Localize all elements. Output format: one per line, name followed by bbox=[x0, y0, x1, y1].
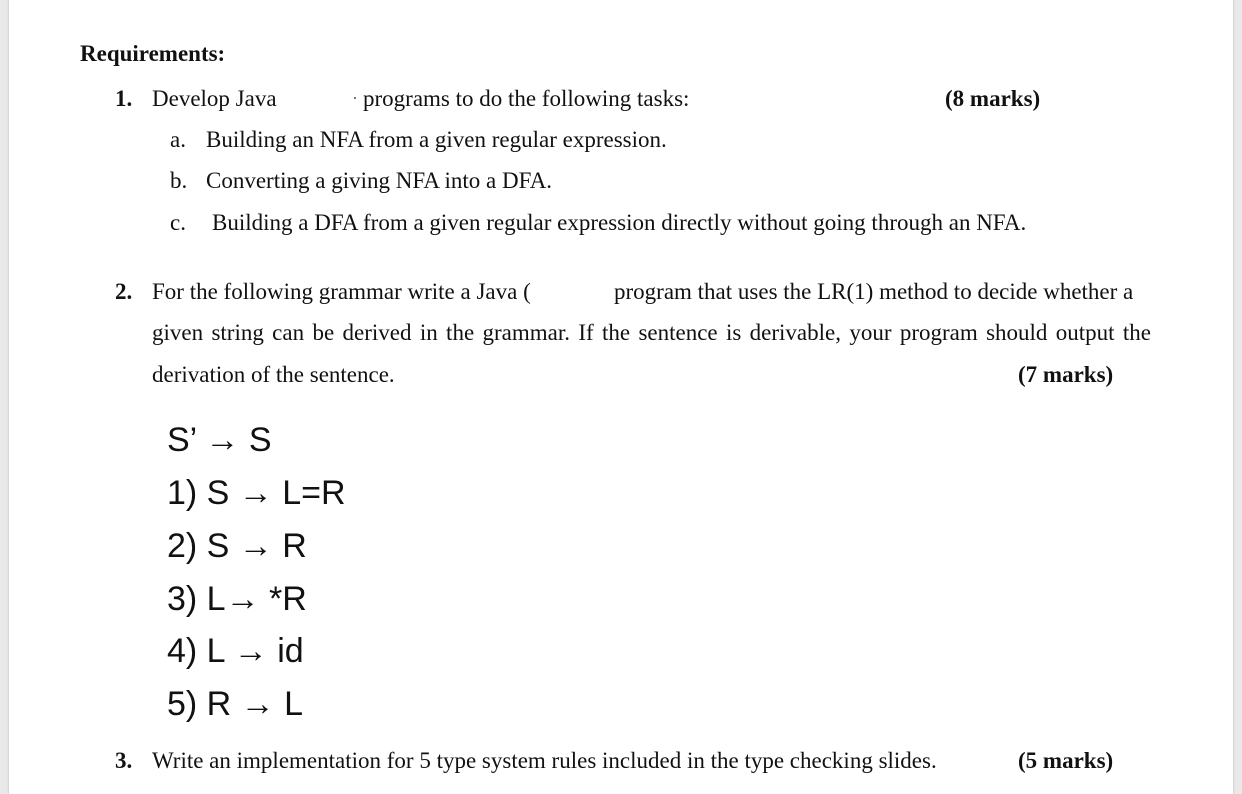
requirements-heading: Requirements: bbox=[80, 41, 226, 66]
q2-line2: given string can be derived in the grammar. If the sentence is derivable, your program should output the bbox=[152, 320, 1151, 345]
q2-line3: derivation of the sentence. bbox=[152, 362, 395, 387]
q1-marks: (8 marks) bbox=[945, 86, 1041, 111]
q3-marks: (5 marks) bbox=[1018, 748, 1114, 773]
q1-number: 1. bbox=[115, 86, 133, 111]
q1-text-end: programs to do the following tasks: bbox=[363, 86, 690, 111]
grammar-rule-4: 4) L → id bbox=[167, 632, 304, 670]
grammar-rule-3: 3) L→ *R bbox=[167, 580, 307, 618]
q2-line1-end: program that uses the LR(1) method to decide whether a bbox=[614, 279, 1134, 304]
q2-line1-start: For the following grammar write a Java ( bbox=[152, 279, 531, 304]
redaction-mark bbox=[354, 97, 356, 99]
q2-marks: (7 marks) bbox=[1018, 362, 1114, 387]
q3-number: 3. bbox=[115, 748, 133, 773]
grammar-rule-2: 2) S → R bbox=[167, 527, 307, 565]
grammar-rule-5: 5) R → L bbox=[167, 685, 304, 723]
q1-item-c-text: Building a DFA from a given regular expression directly without going through an NFA. bbox=[212, 210, 1027, 235]
grammar-rule-augmented: S’ → S bbox=[167, 421, 272, 459]
q2-number: 2. bbox=[115, 279, 133, 304]
q3-text: Write an implementation for 5 type system rules included in the type checking slides. bbox=[152, 748, 937, 773]
q1-item-c-label: c. bbox=[170, 210, 186, 235]
q1-item-a-label: a. bbox=[170, 127, 186, 152]
q1-item-b-text: Converting a giving NFA into a DFA. bbox=[206, 168, 553, 193]
document-page bbox=[9, 0, 1233, 794]
q1-text-start: Develop Java bbox=[152, 86, 277, 111]
grammar-rule-1: 1) S → L=R bbox=[167, 474, 346, 512]
q1-item-b-label: b. bbox=[170, 168, 188, 193]
q1-item-a-text: Building an NFA from a given regular expression. bbox=[206, 127, 667, 152]
